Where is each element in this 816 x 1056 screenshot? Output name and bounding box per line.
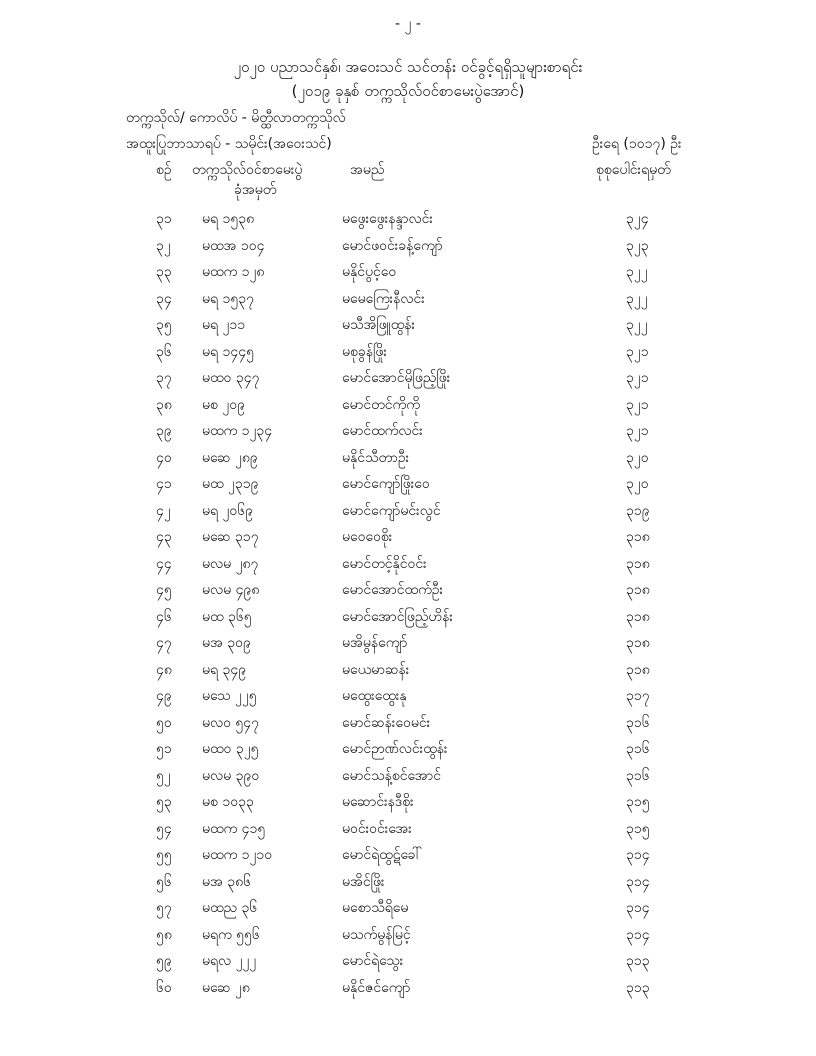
total-score: ၃၁၄	[626, 873, 650, 890]
total-count: ဦးရေ (၁၀၁၇) ဦး	[592, 136, 682, 152]
student-name: မောင်အောင်ဖြည့်ဟိန်း	[342, 608, 453, 625]
roll-number: မလမ ၂၈၇	[202, 555, 259, 572]
roll-number: မရ ၂၁၁	[202, 317, 246, 333]
table-row	[0, 368, 816, 395]
row-number: ၅၄	[156, 820, 172, 837]
roll-number: မရ ၂၀၆၉	[202, 502, 253, 519]
row-number: ၄၅	[156, 582, 172, 598]
total-score: ၃၂၂	[626, 290, 648, 307]
roll-number: မအ ၃၈၆	[202, 873, 252, 890]
roll-number: မသေ ၂၂၅	[202, 688, 257, 704]
row-number: ၄၆	[156, 608, 172, 625]
row-number: ၄၁	[156, 476, 172, 492]
table-row	[0, 633, 816, 660]
header-roll-line2: ခုံအမှတ်	[234, 182, 277, 198]
student-name: မောင်ကျော်မင်းလွင်	[342, 502, 441, 519]
table-row	[0, 819, 816, 846]
row-number: ၄၀	[156, 449, 172, 466]
table-row	[0, 739, 816, 766]
total-score: ၃၁၉	[626, 502, 650, 519]
student-name: မောင်တင့်နိုင်ဝင်း	[342, 555, 427, 572]
total-score: ၃၁၅	[626, 820, 650, 837]
total-score: ၃၁၈	[626, 555, 650, 572]
roll-number: မထ ၂၃၁၉	[202, 476, 259, 492]
row-number: ၅၅	[156, 847, 172, 863]
total-score: ၃၁၄	[626, 926, 650, 943]
student-name: မောင်ရဲထွဋ်ခေါ်	[342, 847, 422, 863]
roll-number: မရ ၁၅၃၇	[202, 290, 254, 307]
roll-number: မရလ ၂၂၂	[202, 953, 257, 969]
roll-number: မထ ၃၆၅	[202, 608, 252, 625]
student-name: မမေကြေးနီလင်း	[342, 290, 425, 307]
student-name: မောင်အောင်မိုဖြည့်ဖြိုး	[342, 370, 451, 386]
student-name: မစုခွန်ဖြိုး	[342, 343, 387, 360]
row-number: ၅၀	[156, 714, 172, 731]
row-number: ၃၂	[156, 237, 171, 254]
roll-number: မထက ၄၁၅	[202, 820, 266, 837]
student-name: မစောသီရိမေ	[342, 900, 409, 916]
roll-number: မထက ၁၂၁၀	[202, 847, 273, 863]
header-score: စုစုပေါင်းရမှတ်	[596, 162, 671, 178]
row-number: ၄၇	[156, 635, 172, 651]
row-number: ၄၉	[156, 688, 172, 704]
row-number: ၅၃	[156, 794, 172, 810]
row-number: ၃၃	[156, 264, 172, 280]
student-name: မောင်ဆန်းဝေမင်း	[342, 714, 431, 731]
student-name: မနိုင်ပွင့်ဝေ	[342, 264, 397, 280]
total-score: ၃၂၂	[626, 264, 648, 280]
roll-number: မရက ၅၅၆	[202, 926, 260, 943]
roll-number: မလမ ၃၉၀	[202, 767, 260, 784]
total-score: ၃၁၆	[626, 741, 650, 757]
table-row	[0, 607, 816, 634]
table-row	[0, 421, 816, 448]
row-number: ၅၉	[156, 953, 172, 969]
student-name: မနိုင်ဇင်ကျော်	[342, 979, 411, 996]
row-number: ၆၀	[156, 979, 172, 996]
total-score: ၃၂၁	[626, 396, 649, 413]
total-score: ၃၂၁	[626, 423, 649, 439]
student-name: မောင်အောင်ထက်ဦး	[342, 582, 444, 598]
total-score: ၃၂၄	[626, 211, 649, 227]
student-name: မဝေဝေစိုး	[342, 529, 393, 545]
student-name: မောင်တင်ကိုကို	[342, 396, 420, 413]
roll-number: မထဝ ၃၂၅	[202, 741, 259, 757]
table-row	[0, 792, 816, 819]
table-row	[0, 713, 816, 740]
table-row	[0, 501, 816, 528]
total-score: ၃၁၄	[626, 847, 650, 863]
header-roll: တက္ကသိုလ်ဝင်စာမေးပွဲ	[192, 162, 303, 178]
student-name: မောင်ရဲသွေး	[342, 953, 404, 969]
student-name: မနိုင်သီတာဦး	[342, 449, 410, 466]
table-row	[0, 978, 816, 1005]
row-number: ၅၇	[156, 900, 172, 916]
total-score: ၃၁၅	[626, 794, 650, 810]
student-name: မဝင်းဝင်းအေး	[342, 820, 412, 837]
roll-number: မရ ၁၄၄၅	[202, 343, 254, 360]
results-table	[0, 209, 816, 1004]
student-name: မဆောင်းနဒီစိုး	[342, 794, 414, 810]
roll-number: မထက ၁၂၈	[202, 264, 265, 280]
document-title: ၂၀၂၀ ပညာသင်နှစ်၊ အဝေးသင် သင်တန်း ဝင်ခွင့်ရရှိသူများစာရင်း	[233, 58, 583, 76]
row-number: ၅၈	[156, 926, 172, 943]
table-row	[0, 236, 816, 263]
student-name: မသက်မွန်မြင့်	[342, 926, 411, 943]
total-score: ၃၁၈	[626, 529, 650, 545]
table-row	[0, 580, 816, 607]
roll-number: မလမ ၄၉၈	[202, 582, 260, 598]
student-name: မောင်သန့်စင်အောင်	[342, 767, 441, 784]
total-score: ၃၂၃	[626, 237, 649, 254]
major-label: အထူးပြုဘာသာရပ် - သမိုင်း(အဝေးသင်)	[126, 136, 332, 152]
row-number: ၃၄	[156, 290, 172, 307]
total-score: ၃၁၄	[626, 900, 650, 916]
document-subtitle: (၂၀၁၉ ခုနှစ် တက္ကသိုလ်ဝင်စာမေးပွဲအောင်)	[291, 82, 525, 100]
student-name: မအိမွန်ကျော်	[342, 635, 408, 651]
row-number: ၃၁	[156, 211, 172, 227]
total-score: ၃၁၆	[626, 767, 650, 784]
roll-number: မထအ ၁၀၄	[202, 237, 265, 254]
roll-number: မထဝ ၃၄၇	[202, 370, 260, 386]
row-number: ၄၃	[156, 529, 172, 545]
row-number: ၄၈	[156, 661, 172, 678]
student-name: မသီအိဖြူထွန်း	[342, 317, 416, 333]
table-row	[0, 554, 816, 581]
roll-number: မလဝ ၅၄၇	[202, 714, 260, 731]
roll-number: မဆေ ၂၈	[202, 979, 250, 996]
table-row	[0, 925, 816, 952]
student-name: မဖွေးဖွေးနန္ဒာလင်း	[342, 211, 433, 227]
table-row	[0, 448, 816, 475]
table-row	[0, 766, 816, 793]
table-row	[0, 342, 816, 369]
roll-number: မစ ၁၀၃၃	[202, 794, 254, 810]
table-row	[0, 395, 816, 422]
roll-number: မဆေ ၃၁၇	[202, 529, 259, 545]
total-score: ၃၁၃	[626, 979, 650, 996]
row-number: ၅၆	[156, 873, 172, 890]
row-number: ၄၄	[156, 555, 172, 572]
total-score: ၃၁၈	[626, 582, 650, 598]
row-number: ၅၁	[156, 741, 172, 757]
student-name: မောင်ဉာဏ်လင်းထွန်း	[342, 741, 448, 757]
total-score: ၃၁၇	[626, 688, 650, 704]
student-name: မယေမာဆန်း	[342, 661, 410, 678]
row-number: ၄၂	[156, 502, 171, 519]
table-row	[0, 686, 816, 713]
row-number: ၃၈	[156, 396, 172, 413]
row-number: ၃၇	[156, 370, 172, 386]
header-no: စဉ်	[156, 162, 172, 178]
student-name: မအိင်ဖြိုး	[342, 873, 385, 890]
roll-number: မထက ၁၂၃၄	[202, 423, 273, 439]
roll-number: မစ ၂၀၉	[202, 396, 245, 413]
total-score: ၃၁၈	[626, 635, 650, 651]
roll-number: မရ ၁၅၃၈	[202, 211, 255, 227]
table-row	[0, 262, 816, 289]
student-name: မထွေးထွေးနု	[342, 688, 407, 704]
table-row	[0, 845, 816, 872]
row-number: ၃၅	[156, 317, 172, 333]
table-row	[0, 872, 816, 899]
roll-number: မအ ၃၀၉	[202, 635, 251, 651]
table-row	[0, 951, 816, 978]
student-name: မောင်ဖဝင်းခန့်ကျော်	[342, 237, 443, 254]
page-number: - ၂ -	[395, 16, 421, 32]
total-score: ၃၂၀	[626, 476, 649, 492]
total-score: ၃၂၀	[626, 449, 649, 466]
row-number: ၃၉	[156, 423, 172, 439]
roll-number: မဆေ ၂၈၉	[202, 449, 258, 466]
table-row	[0, 660, 816, 687]
student-name: မောင်ထက်လင်း	[342, 423, 423, 439]
total-score: ၃၂၁	[626, 370, 649, 386]
total-score: ၃၁၆	[626, 714, 650, 731]
total-score: ၃၁၈	[626, 608, 650, 625]
university-label: တက္ကသိုလ်/ ကောလိပ် - မိတ္ထီလာတက္ကသိုလ်	[126, 110, 346, 126]
table-row	[0, 898, 816, 925]
header-name: အမည်	[350, 162, 385, 178]
table-row	[0, 209, 816, 236]
roll-number: မရ ၃၄၉	[202, 661, 247, 678]
student-name: မောင်ကျော်ဖြိုးဝေ	[342, 476, 430, 492]
row-number: ၅၂	[156, 767, 171, 784]
roll-number: မထည ၃၆	[202, 900, 258, 916]
table-row	[0, 289, 816, 316]
total-score: ၃၁၈	[626, 661, 650, 678]
table-row	[0, 527, 816, 554]
table-row	[0, 315, 816, 342]
row-number: ၃၆	[156, 343, 172, 360]
total-score: ၃၂၁	[626, 343, 649, 360]
total-score: ၃၁၃	[626, 953, 650, 969]
total-score: ၃၂၂	[626, 317, 648, 333]
table-row	[0, 474, 816, 501]
